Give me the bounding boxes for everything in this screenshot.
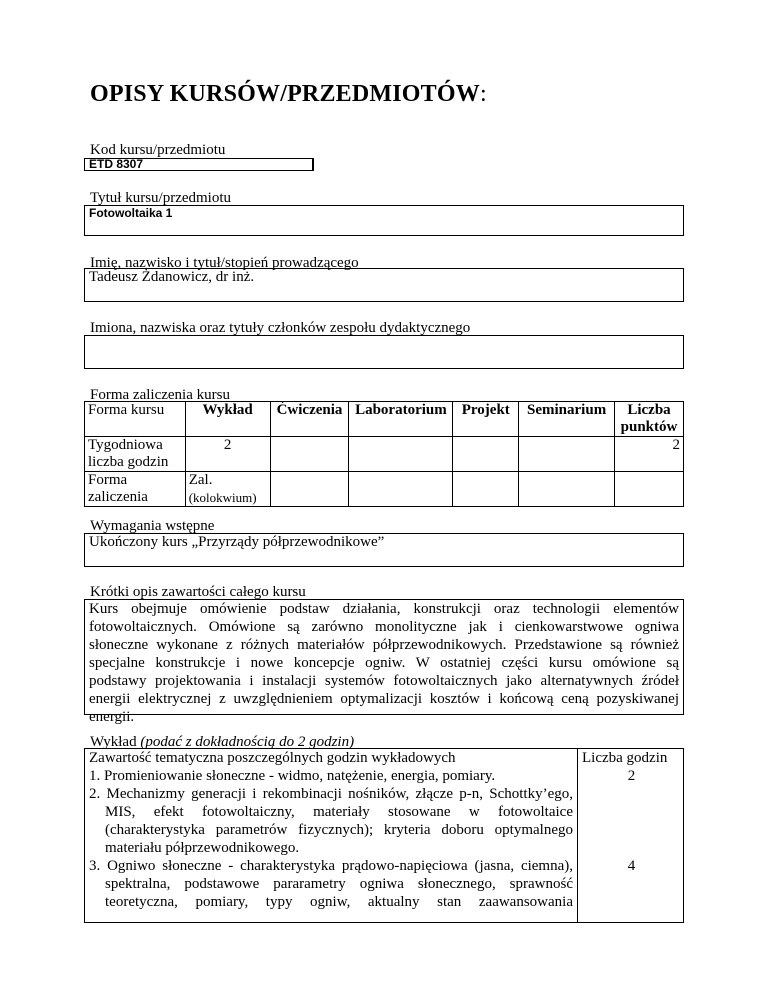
course-title-field [84, 205, 684, 236]
assessment-row [85, 472, 684, 507]
lecture-item-line: MIS, efekt fotowoltaiczny, materiały stosowane w fotowoltaice [105, 804, 573, 820]
assessment-header-row [85, 402, 684, 437]
assessment-table [84, 401, 684, 507]
lecture-item-line: spektralna, podstawowe pararametry ogniwa słonecznego, sprawność [105, 876, 573, 892]
description-line: specjalne konstrukcje i nowe koncepcje ogniw. W ostatniej części kursu omówione są [89, 655, 679, 671]
description-line: fotowoltaicznych. Omówione są zarówno monolityczne jak i cienkowarstwowe ogniwa [89, 619, 679, 635]
assessment-row-label: Forma zaliczenia [85, 472, 186, 507]
header-cwiczenia: Ćwiczenia [270, 402, 349, 437]
prerequisites-label: Wymagania wstępne [90, 518, 215, 534]
prerequisites-value: Ukończony kurs „Przyrządy półprzewodnikowe” [89, 534, 385, 550]
assessment-wyklad-note: (kolokwium) [188, 490, 257, 505]
hours-wyklad: 2 [185, 437, 270, 472]
course-code-field [84, 158, 314, 171]
lecture-item-1-hours: 2 [627, 768, 636, 784]
hours-row [85, 437, 684, 472]
header-projekt: Projekt [453, 402, 519, 437]
header-seminarium: Seminarium [519, 402, 615, 437]
description-label: Krótki opis zawartości całego kursu [90, 584, 306, 600]
lecture-label: Wykład (podać z dokładnością do 2 godzin) [90, 734, 355, 750]
assessment-label: Forma zaliczenia kursu [90, 387, 230, 403]
lecture-table [84, 748, 684, 923]
hours-row-label: Tygodniowa liczba godzin [85, 437, 186, 472]
hours-punkty: 2 [615, 437, 684, 472]
description-line: słoneczne wykonane z różnych materiałów półprzewodnikowych. Przedstawione są również [89, 637, 679, 653]
assessment-wyklad-value: Zal. [188, 472, 213, 488]
description-line: Kurs obejmuje omówienie podstaw działania, konstrukcji oraz technologii elementów [89, 601, 679, 617]
lecture-label-note: (podać z dokładnością do 2 godzin) [140, 734, 355, 750]
prerequisites-field [84, 533, 684, 567]
lecture-item-3-hours: 4 [627, 858, 636, 874]
page-title: OPISY KURSÓW/PRZEDMIOTÓW: [90, 81, 487, 107]
assessment-cwiczenia [270, 472, 349, 507]
lecture-item-line: 2. Mechanizmy generacji i rekombinacji nośników, złącze p-n, Schottky’ego, [89, 786, 573, 802]
description-line: podstawy projektowania i instalacji systemów fotowoltaicznych jako alternatywnych źródeł [89, 673, 679, 689]
team-field [84, 335, 684, 369]
header-liczba-punktow: Liczba punktów [615, 402, 684, 437]
lecture-item-line: teoretyczna, pomiary, typy ogniw, aktualny stan zaawansowania [105, 894, 573, 910]
course-title-label: Tytuł kursu/przedmiotu [90, 190, 232, 206]
lecture-item-line: 1. Promieniowanie słoneczne - widmo, natężenie, energia, pomiary. [89, 768, 496, 784]
lecture-item-line: (charakterystyka parametrów fizycznych); kryteria doboru optymalnego [105, 822, 573, 838]
lecture-content-header: Zawartość tematyczna poszczególnych godzin wykładowych [89, 750, 456, 766]
description-line: energii elektrycznej z uwzględnieniem optymalizacji kosztów i końcową ceną pozyskiwanej [89, 691, 679, 707]
hours-cwiczenia [270, 437, 349, 472]
description-line: energii. [89, 709, 135, 725]
hours-seminarium [519, 437, 615, 472]
hours-projekt [453, 437, 519, 472]
assessment-laboratorium [349, 472, 453, 507]
lecturer-label: Imię, nazwisko i tytuł/stopień prowadzącego [90, 255, 359, 271]
lecture-hours-header: Liczba godzin [582, 750, 668, 766]
course-title-value: Fotowoltaika 1 [89, 206, 173, 220]
lecture-item-line: materiału półprzewodnikowego. [105, 840, 300, 856]
lecturer-value: Tadeusz Żdanowicz, dr inż. [89, 269, 255, 285]
course-code-value: ETD 8307 [89, 157, 144, 171]
description-field [84, 599, 684, 725]
lecture-item-3 [89, 857, 573, 911]
header-laboratorium: Laboratorium [349, 402, 453, 437]
lecturer-field [84, 268, 684, 302]
assessment-punkty [615, 472, 684, 507]
hours-laboratorium [349, 437, 453, 472]
course-code-label: Kod kursu/przedmiotu [90, 142, 226, 158]
assessment-wyklad [185, 472, 270, 507]
header-wyklad: Wykład [185, 402, 270, 437]
lecture-item-1 [89, 767, 573, 785]
team-label: Imiona, nazwiska oraz tytuły członków zespołu dydaktycznego [90, 320, 471, 336]
assessment-projekt [453, 472, 519, 507]
lecture-item-2 [89, 785, 573, 857]
description-text [85, 600, 683, 726]
header-forma-kursu: Forma kursu [85, 402, 186, 437]
lecture-item-line: 3. Ogniwo słoneczne - charakterystyka prądowo-napięciowa (jasna, ciemna), [89, 858, 573, 874]
assessment-seminarium [519, 472, 615, 507]
